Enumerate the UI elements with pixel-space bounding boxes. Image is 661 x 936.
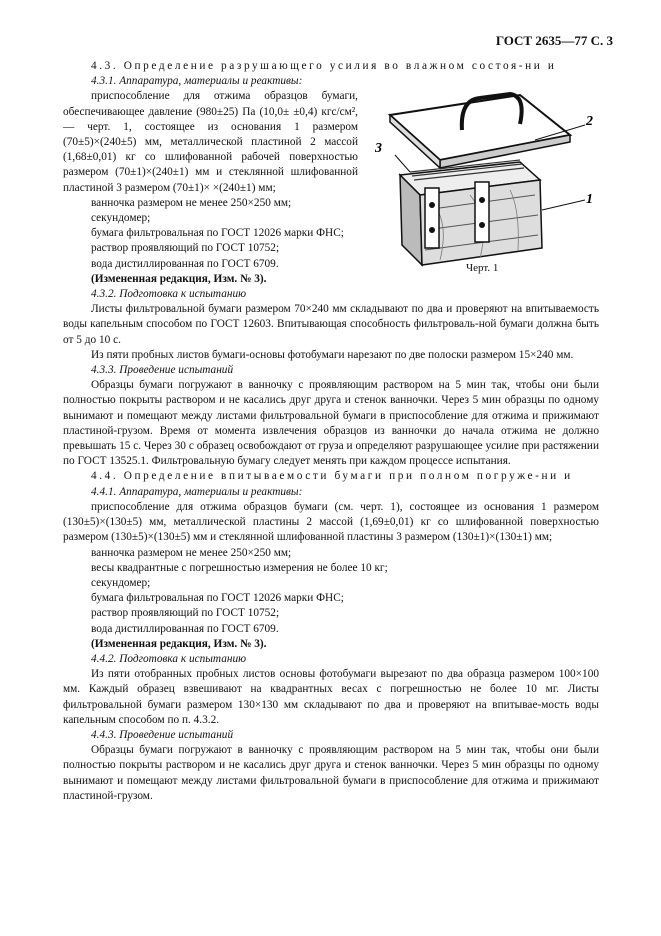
paragraph-p5: раствор проявляющий по ГОСТ 10752; — [91, 242, 280, 255]
paragraph-s443: 4.4.3. Проведение испытаний — [91, 728, 234, 741]
paragraph-s43: 4.3. Определение разрушающего усилия во влажном состоя-ни и — [91, 60, 557, 72]
paragraph-p8: Листы фильтровальной бумаги размером 70×240 мм складывают по два и проверяют на впитываемость воды капельным способом по ГОСТ 12603. Впитывающая способность фильтроваль-ной бумаги должна быть от 5 до 10 с. — [63, 303, 599, 346]
paragraph-p18: (Измененная редакция, Изм. № 3). — [91, 637, 267, 650]
paragraph-p4: бумага фильтровальная по ГОСТ 12026 марки ФНС; — [91, 227, 344, 240]
paragraph-s44: 4.4. Определение впитываемости бумаги при полном погруже-ни и — [91, 470, 573, 483]
label-1: 1 — [586, 192, 593, 207]
figure-caption: Черт. 1 — [466, 262, 499, 274]
paragraph-s432: 4.3.2. Подготовка к испытанию — [91, 288, 247, 301]
paragraph-s441: 4.4.1. Аппаратура, материалы и реактивы: — [91, 485, 303, 498]
paragraph-p15: бумага фильтровальная по ГОСТ 12026 марки ФНС; — [91, 592, 344, 605]
paragraph-p7: (Измененная редакция, Изм. № 3). — [91, 272, 267, 285]
paragraph-p20: Образцы бумаги погружают в ванночку с проявляющим раствором на 5 мин так, чтобы они были полностью покрыты раствором и не касались друг друга и стенок ванночки. Через 5 мин образцы по одному вынимают и помещают между листами фильтровальной бумаги в приспособление для отжима и прижимают пластиной-грузом. — [63, 744, 599, 802]
document-body — [63, 59, 599, 804]
paragraph-p9: Из пяти пробных листов бумаги-основы фотобумаги нарезают по две полоски размером 15×240 мм. — [91, 348, 574, 361]
paragraph-p1: приспособление для отжима образцов бумаги, обеспечивающее давление (980±25) Па (10,0± ±0,4) кгс/см², — черт. 1, состоящее из основания 1 размером (70±5)×(240±5) мм, металлической пластиной 2 массой (1,68±0,01) кг со шлифованной рабочей поверхностью размером (70±1)×(240±1) мм и стеклянной шлифованной пластиной 3 размером (70±1)× ×(240±1) мм; — [63, 90, 358, 194]
page-header: ГОСТ 2635—77 С. 3 — [495, 33, 613, 48]
paragraph-p19: Из пяти отобранных пробных листов основы фотобумаги вырезают по два образца размером 100×100 мм. Каждый образец взвешивают на квадрантных весах с погрешностью не более 10 мг. Листы фильтровальной бумаги размером 130×130 мм складывают по два и проверяют на впитывае-мость воды капельным способом по п. 4.3.2. — [63, 668, 599, 726]
paragraph-s442: 4.4.2. Подготовка к испытанию — [91, 652, 247, 665]
paragraph-p3: секундомер; — [91, 212, 151, 225]
paragraph-p11: приспособление для отжима образцов бумаги (см. черт. 1), состоящее из основания 1 размером (130±5)×(130±5) мм, металлической пластины 2 массой (1,69±0,01) кг со шлифованной поверхностью размером (130±5)×(130±5) мм и стеклянной шлифованной пластины 3 размером (130±1)×(130±1) мм; — [63, 500, 599, 544]
paragraph-p13: весы квадрантные с погрешностью измерения не более 10 кг; — [91, 561, 388, 574]
paragraph-p6: вода дистиллированная по ГОСТ 6709. — [91, 257, 279, 270]
paragraph-p14: секундомер; — [91, 576, 151, 589]
label-3: 3 — [375, 141, 382, 156]
paragraph-s433: 4.3.3. Проведение испытаний — [91, 364, 234, 377]
paragraph-p16: раствор проявляющий по ГОСТ 10752; — [91, 607, 280, 620]
paragraph-p17: вода дистиллированная по ГОСТ 6709. — [91, 622, 279, 635]
label-2: 2 — [586, 114, 593, 129]
paragraph-p12: ванночка размером не менее 250×250 мм; — [91, 546, 292, 559]
paragraph-p2: ванночка размером не менее 250×250 мм; — [91, 196, 292, 209]
paragraph-p10: Образцы бумаги погружают в ванночку с проявляющим раствором на 5 мин так, чтобы они были полностью покрыты раствором и не касались друг друга и стенок ванночки. Через 5 мин образцы по одному вынимают и помещают между листами фильтровальной бумаги в приспособление для отжима и прижимают пластиной-грузом. Время от момента извлечения образцов из ванночки до начала отжима не должно превышать 15 с. Через 30 с образец освобождают от груза и определяют разрушающее усилие при растяжении по ГОСТ 13525.1. Фильтровальную бумагу следует менять при каждом процессе испытания. — [63, 379, 599, 468]
paragraph-s431: 4.3.1. Аппаратура, материалы и реактивы: — [91, 75, 303, 88]
